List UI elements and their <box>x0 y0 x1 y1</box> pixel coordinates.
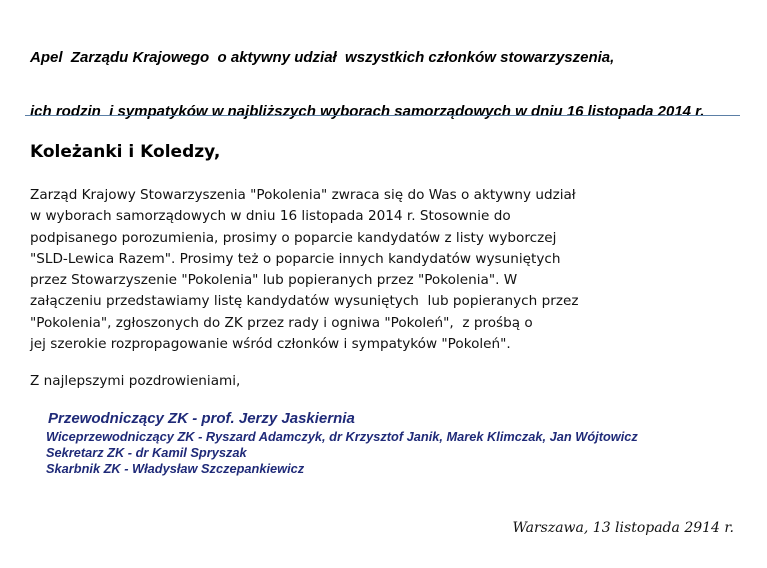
body-line: Zarząd Krajowy Stowarzyszenia "Pokolenia" zwraca się do Was o aktywny udział <box>30 187 576 203</box>
body-line: podpisanego porozumienia, prosimy o poparcie kandydatów z listy wyborczej <box>30 229 557 246</box>
letter-body <box>30 185 650 355</box>
board-signatories <box>47 409 638 477</box>
letter-greeting: Koleżanki i Koledzy, <box>30 142 221 162</box>
body-line: w wyborach samorządowych w dniu 16 listopada 2014 r. Stosownie do <box>30 208 511 225</box>
board-chair: Przewodniczący ZK - prof. Jerzy Jaskiernia <box>48 410 355 427</box>
document-title <box>30 13 750 157</box>
board-secretary: Sekretarz ZK - dr Kamil Spryszak <box>46 445 247 460</box>
board-treasurer: Skarbnik ZK - Władysław Szczepankiewicz <box>46 461 305 476</box>
body-line: przez Stowarzyszenie "Pokolenia" lub popieranych przez "Pokolenia". W <box>30 272 518 289</box>
header-divider <box>25 115 740 116</box>
board-vice-chairs: Wiceprzewodniczący ZK - Ryszard Adamczyk, dr Krzysztof Janik, Marek Klimczak, Jan Wójtowicz <box>46 429 638 444</box>
title-line-1: Apel Zarządu Krajowego o aktywny udział wszystkich członków stowarzyszenia, <box>30 49 615 66</box>
letter-closing: Z najlepszymi pozdrowieniami, <box>30 373 241 389</box>
place-and-date: Warszawa, 13 listopada 2914 r. <box>512 520 734 536</box>
body-line: "SLD-Lewica Razem". Prosimy też o poparcie innych kandydatów wysuniętych <box>30 250 561 267</box>
body-line: jej szerokie rozpropagowanie wśród członków i sympatyków "Pokoleń". <box>30 336 511 353</box>
body-line: załączeniu przedstawiamy listę kandydatów wysuniętych lub popieranych przez <box>30 293 579 310</box>
title-line-2: ich rodzin i sympatyków w najbliższych wyborach samorządowych w dniu 16 listopada 2014 r. <box>30 103 705 120</box>
body-line: "Pokolenia", zgłoszonych do ZK przez rady i ogniwa "Pokoleń", z prośbą o <box>30 314 533 331</box>
